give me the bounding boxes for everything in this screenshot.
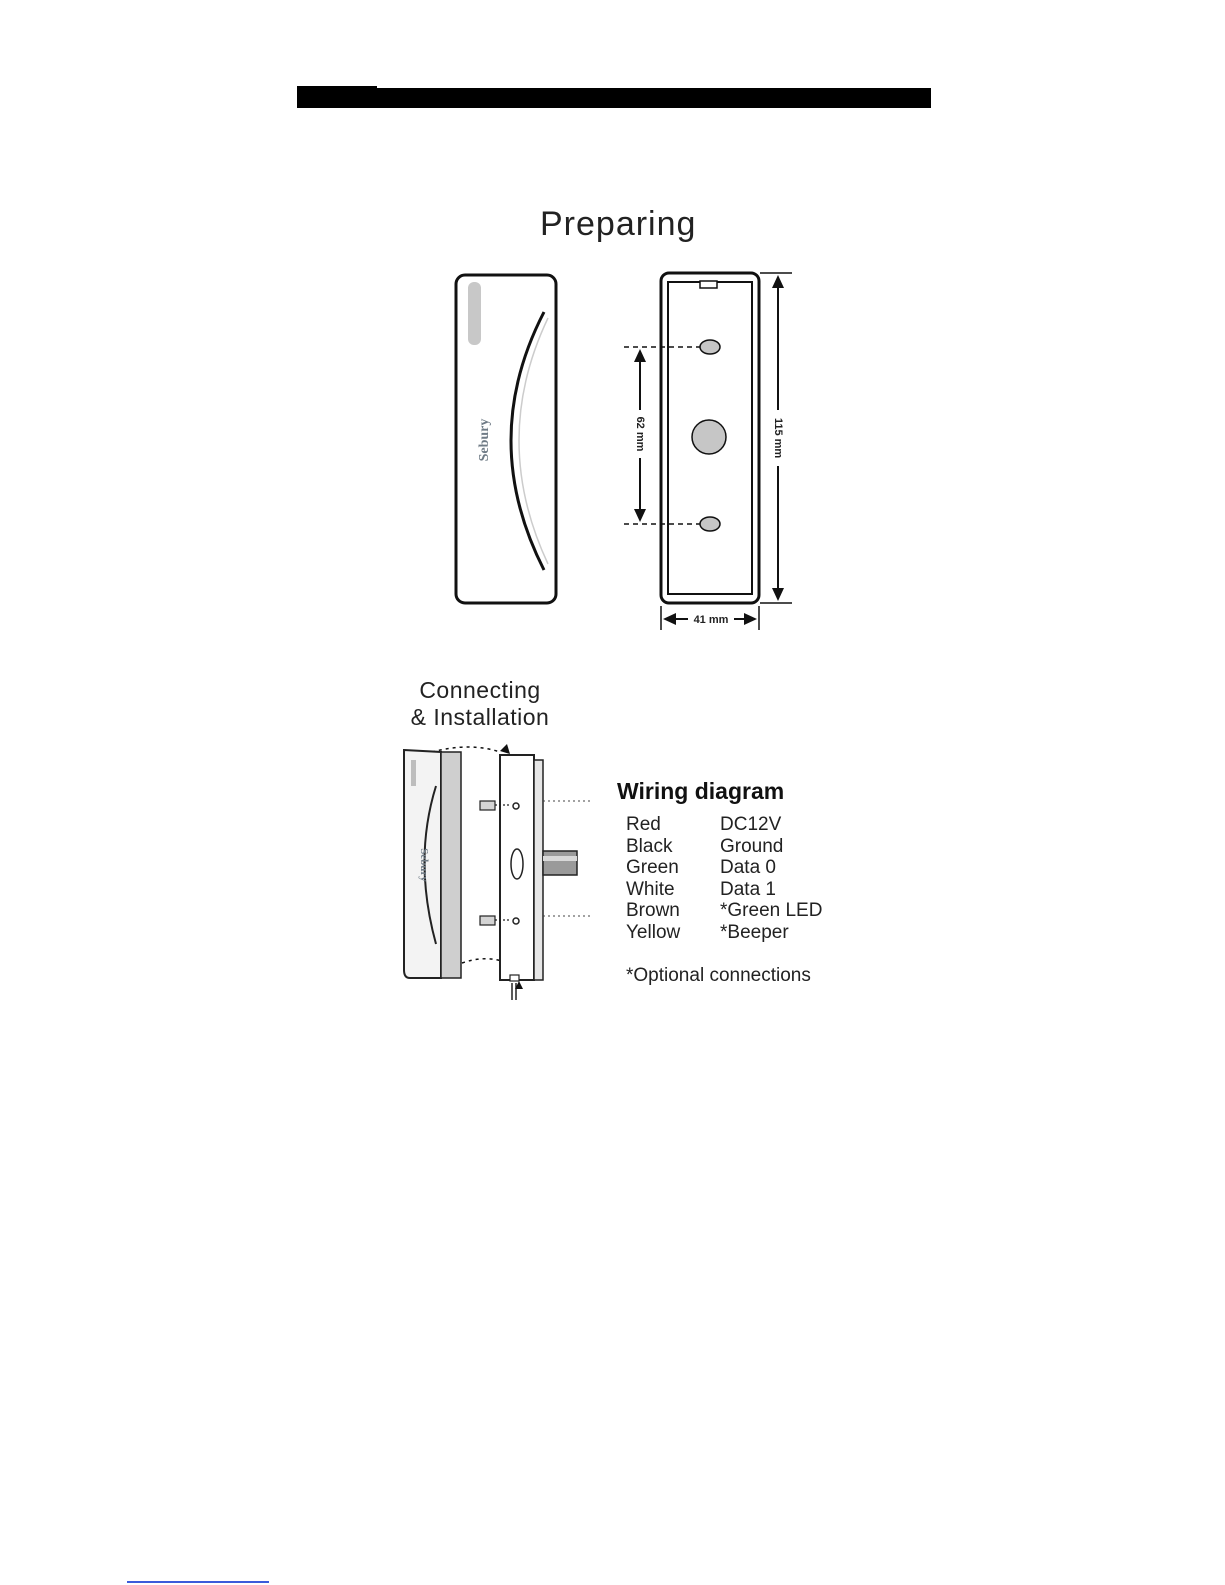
top-notch <box>700 281 717 288</box>
preparing-title: Preparing <box>540 205 697 243</box>
wiring-row <box>626 857 822 879</box>
wire-signal: Ground <box>720 835 784 857</box>
wire-color: Green <box>626 857 679 878</box>
wire-color: White <box>626 878 675 900</box>
led-strip-installed <box>411 760 416 786</box>
led-strip <box>468 282 481 345</box>
wiring-row <box>626 879 822 901</box>
wiring-table <box>626 814 822 943</box>
dim-label-62: 62 mm <box>634 416 647 452</box>
dimension-115mm <box>760 273 792 603</box>
wire-signal: *Green LED <box>720 900 823 921</box>
mounting-hole-bottom <box>700 517 720 531</box>
reader-back-view <box>661 273 759 603</box>
wiring-row <box>626 836 822 858</box>
wiring-row <box>626 922 822 944</box>
wire-color: Yellow <box>626 921 681 943</box>
connecting-title-line2: & Installation <box>410 704 550 730</box>
wire-signal: *Beeper <box>720 921 789 943</box>
wiring-diagram-title: Wiring diagram <box>617 778 785 804</box>
connecting-title <box>380 677 580 731</box>
wire-signal: DC12V <box>720 814 782 835</box>
dim-label-41: 41 mm <box>693 613 729 626</box>
footer-link-underline <box>127 1581 269 1583</box>
wire-color: Red <box>626 814 661 835</box>
wiring-row <box>626 900 822 922</box>
wire-color: Brown <box>626 900 680 921</box>
wire-signal: Data 1 <box>720 878 776 900</box>
brand-logo-front: Sebury <box>477 418 492 462</box>
reader-front-view <box>456 275 556 603</box>
wire-color: Black <box>626 835 673 857</box>
wire-signal: Data 0 <box>720 857 776 878</box>
wiring-row <box>626 814 822 836</box>
dim-label-115: 115 mm <box>772 417 785 459</box>
mounting-hole-top <box>700 340 720 354</box>
installation-view <box>404 744 592 1000</box>
connecting-title-line1: Connecting <box>419 677 541 703</box>
brand-logo-installed: Sebury <box>418 848 430 882</box>
optional-note: *Optional connections <box>626 965 811 986</box>
cable-hole <box>692 420 726 454</box>
dimension-41mm <box>661 606 759 630</box>
